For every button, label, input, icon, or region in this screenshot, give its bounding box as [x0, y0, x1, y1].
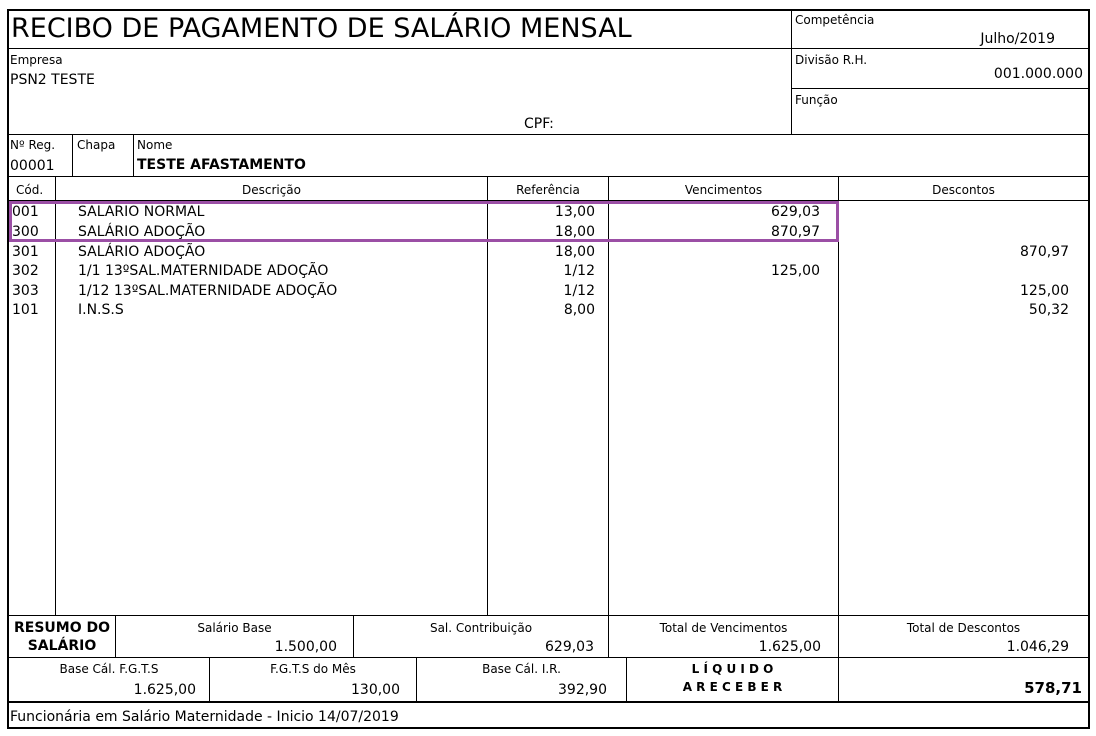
row-cod: 001	[12, 204, 39, 220]
sal-contrib-label: Sal. Contribuição	[429, 621, 533, 635]
cpf-label: CPF:	[524, 116, 554, 132]
header-descontos: Descontos	[932, 183, 995, 197]
base-fgts-value: 1.625,00	[133, 682, 196, 698]
competencia-value: Julho/2019	[980, 31, 1055, 47]
fgts-mes-label: F.G.T.S do Mês	[270, 662, 356, 676]
sal-contrib-value: 629,03	[545, 639, 594, 655]
row-cod: 301	[12, 244, 39, 260]
highlight-box	[9, 201, 839, 242]
base-ir-value: 392,90	[558, 682, 607, 698]
salario-base-label: Salário Base	[197, 621, 272, 635]
nreg-value: 00001	[10, 158, 55, 174]
nreg-label: Nº Reg.	[10, 138, 56, 152]
resumo-line2: SALÁRIO	[27, 638, 97, 654]
row-cod: 302	[12, 263, 39, 279]
empresa-label: Empresa	[10, 53, 63, 67]
row-ref: 1/12	[563, 283, 595, 299]
nome-value: TESTE AFASTAMENTO	[137, 157, 306, 173]
salario-base-value: 1.500,00	[274, 639, 337, 655]
header-descricao: Descrição	[241, 183, 302, 197]
base-fgts-label: Base Cál. F.G.T.S	[59, 662, 159, 676]
total-venc-label: Total de Vencimentos	[659, 621, 788, 635]
divisao-value: 001.000.000	[993, 66, 1083, 82]
funcao-label: Função	[795, 93, 838, 107]
header-cod: Cód.	[16, 183, 44, 197]
row-venc: 125,00	[771, 263, 820, 279]
row-ref: 8,00	[563, 302, 595, 318]
header-referencia: Referência	[516, 183, 580, 197]
row-cod: 300	[12, 224, 39, 240]
row-venc: 629,03	[771, 204, 820, 220]
row-desc: 1/12 13ºSAL.MATERNIDADE ADOÇÃO	[78, 283, 338, 299]
total-venc-value: 1.625,00	[758, 639, 821, 655]
liquido-line2: A R E C E B E R	[682, 680, 783, 694]
row-desc: SALÁRIO ADOÇÃO	[78, 244, 206, 260]
liquido-line1: L Í Q U I D O	[691, 662, 774, 676]
base-ir-label: Base Cál. I.R.	[482, 662, 561, 676]
row-cod: 303	[12, 283, 39, 299]
row-desc: I.N.S.S	[78, 302, 124, 318]
resumo-line1: RESUMO DO	[13, 620, 111, 636]
empresa-value: PSN2 TESTE	[10, 72, 95, 88]
row-ref: 18,00	[554, 244, 595, 260]
footer-note: Funcionária em Salário Maternidade - Inicio 14/07/2019	[10, 709, 399, 725]
row-desc: SALARIO NORMAL	[78, 204, 205, 220]
row-ref: 1/12	[563, 263, 595, 279]
total-desc-label: Total de Descontos	[906, 621, 1021, 635]
row-ref: 13,00	[554, 204, 595, 220]
row-desc: SALÁRIO ADOÇÃO	[78, 224, 206, 240]
row-descontos: 870,97	[1020, 244, 1069, 260]
header-vencimentos: Vencimentos	[684, 183, 763, 197]
receipt-title: RECIBO DE PAGAMENTO DE SALÁRIO MENSAL	[11, 13, 632, 44]
row-cod: 101	[12, 302, 39, 318]
divisao-label: Divisão R.H.	[795, 53, 868, 67]
nome-label: Nome	[137, 138, 173, 152]
row-descontos: 125,00	[1020, 283, 1069, 299]
row-desc: 1/1 13ºSAL.MATERNIDADE ADOÇÃO	[78, 263, 329, 279]
row-ref: 18,00	[554, 224, 595, 240]
competencia-label: Competência	[795, 13, 875, 27]
row-descontos: 50,32	[1028, 302, 1069, 318]
total-desc-value: 1.046,29	[1006, 639, 1069, 655]
liquido-value: 578,71	[1024, 679, 1082, 697]
fgts-mes-value: 130,00	[351, 682, 400, 698]
chapa-label: Chapa	[77, 138, 116, 152]
row-venc: 870,97	[771, 224, 820, 240]
